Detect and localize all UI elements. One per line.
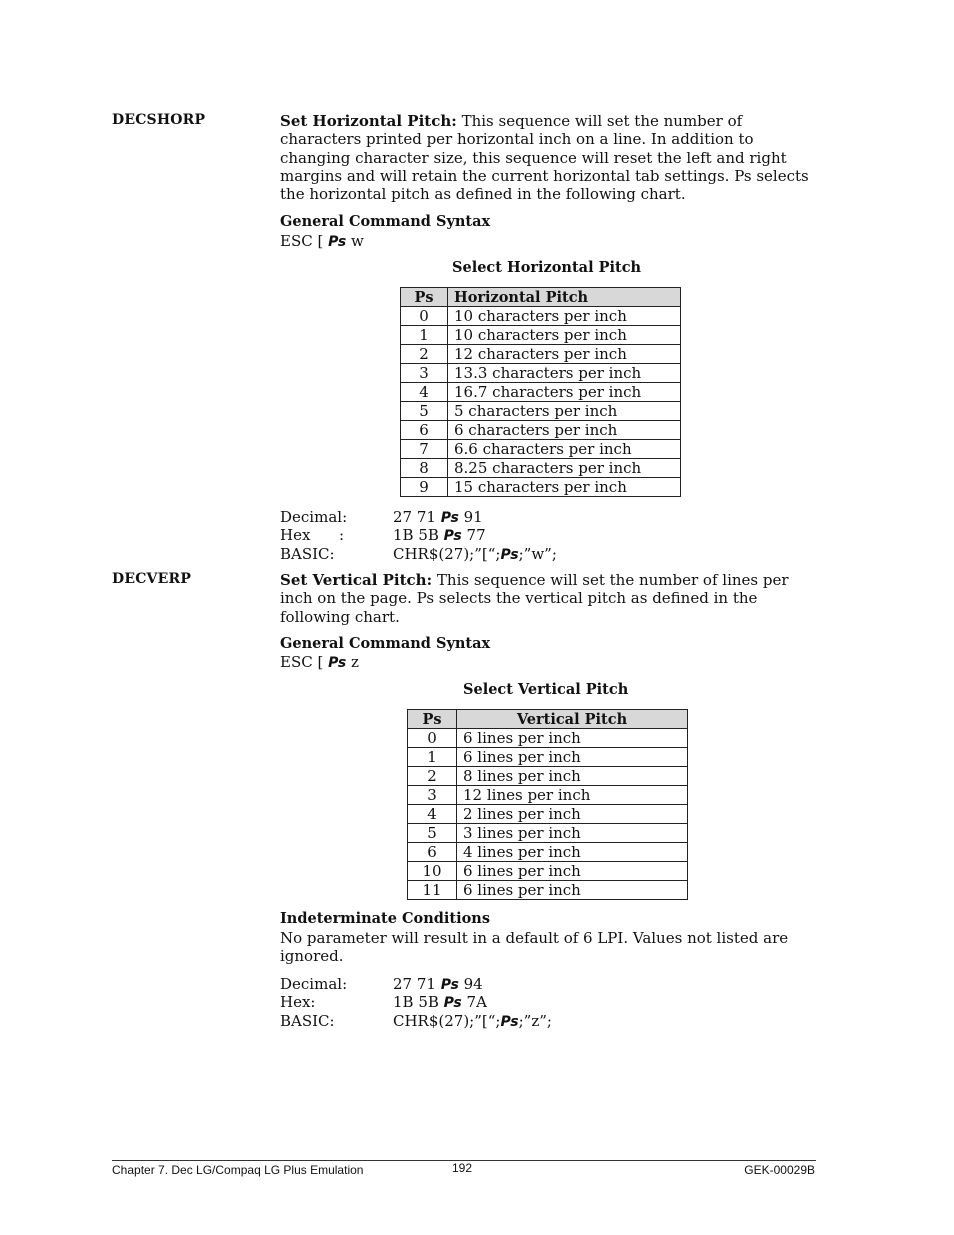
hex-pre: 1B 5B — [393, 993, 444, 1012]
section-label-decverp: DECVERP — [112, 571, 192, 587]
ps-value-cell: 7 — [401, 440, 448, 459]
ps-value-cell: 2 — [401, 345, 448, 364]
pitch-value-cell: 6 characters per inch — [448, 421, 681, 440]
table-row — [401, 402, 681, 421]
col-header-ps: Ps — [408, 710, 457, 729]
table-row — [401, 478, 681, 497]
indeterminate-text: No parameter will result in a default of 6 LPI. Values not listed are ignored. — [280, 929, 789, 966]
section-label-decshorp: DECSHORP — [112, 112, 206, 128]
decimal-label: Decimal: — [280, 508, 348, 526]
vertical-title: Set Vertical Pitch: — [280, 571, 433, 589]
pitch-value-cell: 12 lines per inch — [457, 786, 688, 805]
ps-value-cell: 0 — [408, 729, 457, 748]
decimal-ps: Ps — [440, 510, 459, 526]
pitch-value-cell: 6 lines per inch — [457, 862, 688, 881]
ps-value-cell: 10 — [408, 862, 457, 881]
pitch-value-cell: 6 lines per inch — [457, 881, 688, 900]
pitch-value-cell: 8.25 characters per inch — [448, 459, 681, 478]
basic-ps: Ps — [500, 546, 519, 563]
horizontal-table-body — [401, 307, 681, 497]
table-row — [408, 805, 688, 824]
basic-ps: Ps — [500, 1013, 519, 1030]
table-row — [408, 748, 688, 767]
horizontal-syntax — [280, 232, 364, 250]
ps-value-cell: 6 — [408, 843, 457, 862]
horizontal-table-caption: Select Horizontal Pitch — [452, 259, 642, 276]
syntax-prefix: ESC [ — [280, 653, 329, 671]
vertical-syntax-heading: General Command Syntax — [280, 635, 491, 652]
table-row — [408, 862, 688, 881]
pitch-value-cell: 8 lines per inch — [457, 767, 688, 786]
horizontal-pitch-table — [400, 287, 681, 497]
pitch-value-cell: 13.3 characters per inch — [448, 364, 681, 383]
ps-value-cell: 2 — [408, 767, 457, 786]
indeterminate-heading: Indeterminate Conditions — [280, 910, 490, 927]
pitch-value-cell: 6 lines per inch — [457, 748, 688, 767]
table-row — [408, 881, 688, 900]
decimal-pre: 27 71 — [393, 975, 441, 993]
decimal-post: 91 — [458, 508, 483, 526]
ps-value-cell: 5 — [408, 824, 457, 843]
ps-value-cell: 6 — [401, 421, 448, 440]
ps-value-cell: 3 — [408, 786, 457, 805]
table-row — [401, 307, 681, 326]
pitch-value-cell: 10 characters per inch — [448, 326, 681, 345]
syntax-suffix: z — [346, 653, 359, 671]
table-row — [401, 383, 681, 402]
hex-post: 77 — [461, 526, 486, 545]
pitch-value-cell: 6 lines per inch — [457, 729, 688, 748]
syntax-ps: Ps — [328, 234, 347, 250]
table-row — [408, 824, 688, 843]
basic-pre: CHR$(27);”[“; — [393, 1011, 501, 1030]
basic-label: BASIC: — [280, 1011, 335, 1030]
pitch-value-cell: 12 characters per inch — [448, 345, 681, 364]
vertical-pitch-table — [407, 709, 688, 900]
decimal-pre: 27 71 — [393, 508, 441, 526]
vertical-desc-text: This sequence will set the number of lines per inch on the page. Ps selects the vertical pitch as defined in the following chart. — [280, 571, 789, 626]
hex-ps: Ps — [443, 995, 462, 1012]
table-row — [401, 364, 681, 383]
vertical-description — [280, 571, 815, 626]
pitch-value-cell: 4 lines per inch — [457, 843, 688, 862]
hex-label: Hex: — [280, 993, 316, 1012]
hex-post: 7A — [461, 993, 487, 1012]
pitch-value-cell: 3 lines per inch — [457, 824, 688, 843]
footer-doc-id: GEK-00029B — [744, 1163, 815, 1177]
syntax-ps: Ps — [328, 655, 347, 671]
ps-value-cell: 1 — [408, 748, 457, 767]
ps-value-cell: 9 — [401, 478, 448, 497]
ps-value-cell: 5 — [401, 402, 448, 421]
hex-value — [393, 526, 486, 545]
table-row — [401, 326, 681, 345]
basic-value — [393, 1012, 552, 1031]
table-row — [408, 786, 688, 805]
table-row — [401, 440, 681, 459]
basic-post: ;”w”; — [518, 544, 557, 563]
hex-pre: 1B 5B — [393, 526, 444, 545]
decimal-label: Decimal: — [280, 975, 348, 993]
syntax-prefix: ESC [ — [280, 232, 329, 250]
table-row — [408, 843, 688, 862]
pitch-value-cell: 6.6 characters per inch — [448, 440, 681, 459]
pitch-value-cell: 10 characters per inch — [448, 307, 681, 326]
horizontal-syntax-heading: General Command Syntax — [280, 213, 491, 230]
col-header-ps: Ps — [401, 288, 448, 307]
basic-pre: CHR$(27);”[“; — [393, 544, 501, 563]
vertical-table-caption: Select Vertical Pitch — [463, 681, 629, 698]
ps-value-cell: 0 — [401, 307, 448, 326]
table-row — [401, 345, 681, 364]
ps-value-cell: 3 — [401, 364, 448, 383]
table-row — [408, 767, 688, 786]
hex-value — [393, 993, 487, 1012]
col-header-pitch: Vertical Pitch — [457, 710, 688, 729]
basic-value — [393, 545, 557, 564]
pitch-value-cell: 15 characters per inch — [448, 478, 681, 497]
syntax-suffix: w — [346, 232, 364, 250]
horizontal-desc-text: This sequence will set the number of characters printed per horizontal inch on a line. In addition to changing character size, this sequence will reset the left and right margins and will retain the current horizontal tab settings. Ps selects the horizontal pitch as defined in the following chart. — [280, 112, 809, 204]
horizontal-description — [280, 112, 815, 203]
ps-value-cell: 8 — [401, 459, 448, 478]
horizontal-title: Set Horizontal Pitch: — [280, 112, 457, 130]
decimal-value — [393, 508, 483, 527]
table-header-row — [401, 288, 681, 307]
vertical-syntax — [280, 653, 359, 671]
hex-label: Hex : — [280, 526, 345, 545]
footer-page-number: 192 — [452, 1161, 473, 1175]
ps-value-cell: 1 — [401, 326, 448, 345]
footer-chapter: Chapter 7. Dec LG/Compaq LG Plus Emulation — [112, 1163, 364, 1177]
pitch-value-cell: 2 lines per inch — [457, 805, 688, 824]
basic-label: BASIC: — [280, 544, 335, 563]
table-row — [401, 421, 681, 440]
pitch-value-cell: 5 characters per inch — [448, 402, 681, 421]
table-header-row — [408, 710, 688, 729]
hex-ps: Ps — [443, 528, 462, 545]
basic-post: ;”z”; — [518, 1011, 552, 1030]
table-row — [401, 459, 681, 478]
decimal-value — [393, 975, 483, 994]
decimal-post: 94 — [458, 975, 483, 993]
vertical-table-body — [408, 729, 688, 900]
col-header-pitch: Horizontal Pitch — [448, 288, 681, 307]
decimal-ps: Ps — [440, 977, 459, 993]
pitch-value-cell: 16.7 characters per inch — [448, 383, 681, 402]
table-row — [408, 729, 688, 748]
ps-value-cell: 11 — [408, 881, 457, 900]
ps-value-cell: 4 — [401, 383, 448, 402]
ps-value-cell: 4 — [408, 805, 457, 824]
